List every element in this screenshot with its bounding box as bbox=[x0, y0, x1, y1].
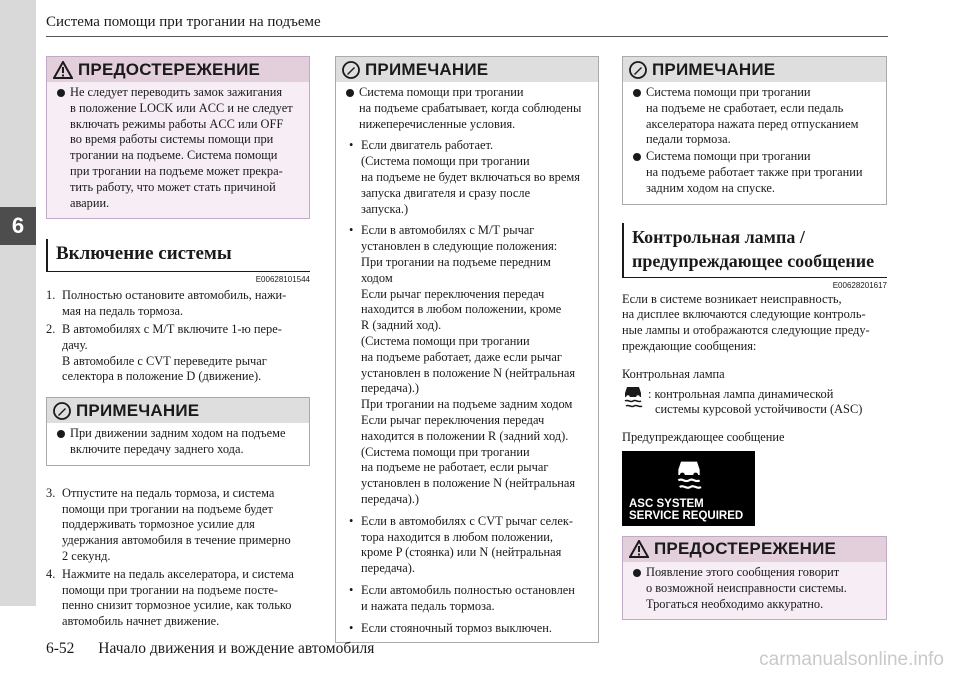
text-line: кроме P (стоянка) или N (нейтральная bbox=[361, 545, 562, 560]
note-bullet bbox=[631, 149, 878, 196]
text-line: преждающие сообщения: bbox=[622, 338, 757, 353]
text-line: во время работы системы помощи при bbox=[70, 132, 274, 147]
note-bullet bbox=[55, 426, 301, 458]
text-line: Если рычаг переключения передач bbox=[361, 412, 545, 427]
section-intro bbox=[622, 292, 887, 355]
step-item bbox=[46, 486, 310, 565]
text-line: Если рычаг переключения передач bbox=[361, 286, 545, 301]
text-line: о возможной неисправности системы. bbox=[646, 580, 847, 595]
text-line: Трогаться необходимо аккуратно. bbox=[646, 596, 824, 611]
text-line: при трогании на подъеме может прекра- bbox=[70, 163, 283, 178]
text-line: помощи при трогании на подъеме посте- bbox=[62, 582, 279, 597]
page-number: 6-52 bbox=[46, 640, 75, 657]
text-line: • Если в автомобилях с М/Т рычаг bbox=[361, 223, 535, 238]
note-box-header bbox=[336, 57, 598, 82]
asc-skid-car-icon bbox=[674, 459, 704, 491]
condition-item bbox=[344, 138, 590, 217]
text-line: на подъеме не работает, если рычаг bbox=[361, 460, 549, 475]
text-line: включать режимы работы ACC или OFF bbox=[70, 116, 284, 131]
warning-box bbox=[46, 56, 310, 219]
text-line: SERVICE REQUIRED bbox=[629, 509, 744, 522]
note-bullet bbox=[631, 85, 878, 148]
text-line: предупреждающее сообщение bbox=[632, 250, 875, 271]
text-line: автомобиль начнет движение. bbox=[62, 614, 220, 629]
text-line: и нажата педаль тормоза. bbox=[361, 598, 495, 613]
text-line: Не следует переводить замок зажигания bbox=[70, 85, 283, 99]
warning-box bbox=[622, 536, 887, 620]
text-line: на подъеме работает также при трогании bbox=[646, 164, 863, 179]
step-item bbox=[46, 288, 310, 320]
warning-box-header bbox=[623, 537, 886, 562]
text-line: • Если стояночный тормоз выключен. bbox=[361, 620, 552, 635]
text-line: тора находится в любом положении, bbox=[361, 529, 553, 544]
text-line: В автомобиле с CVT переведите рычаг bbox=[62, 353, 267, 368]
page-footer bbox=[46, 640, 374, 658]
text-line: (Система помощи при трогании bbox=[361, 333, 530, 348]
lamp-label: Контрольная лампа bbox=[622, 366, 725, 381]
text-line: Система помощи при трогании bbox=[646, 149, 811, 164]
text-line: на подъеме работает, даже если рычаг bbox=[361, 349, 562, 364]
warning-bullet bbox=[631, 565, 878, 612]
note-bullet bbox=[344, 85, 590, 132]
message-label: Предупреждающее сообщение bbox=[622, 430, 785, 445]
text-line: ходом bbox=[361, 270, 393, 285]
text-line: (Система помощи при трогании bbox=[361, 444, 530, 459]
section-code: E00628101544 bbox=[255, 275, 310, 285]
text-line: (Система помощи при трогании bbox=[361, 154, 530, 169]
text-line: 2 секунд. bbox=[62, 548, 111, 563]
chapter-tab: 6 bbox=[0, 207, 36, 245]
header-divider bbox=[46, 36, 888, 37]
step-number: 3. bbox=[46, 485, 56, 500]
asc-skid-car-icon bbox=[622, 385, 644, 409]
text-line: задним ходом на спуске. bbox=[646, 180, 776, 195]
text-line: на подъеме не будет включаться во время bbox=[361, 169, 580, 184]
pen-note-icon bbox=[342, 61, 360, 79]
steps-list-continued bbox=[46, 486, 310, 630]
text-line: Отпустите на педаль тормоза, и система bbox=[62, 485, 275, 500]
note-box-header bbox=[623, 57, 886, 82]
text-line: удержания автомобиля в течение примерно bbox=[62, 533, 291, 548]
note-box bbox=[622, 56, 887, 205]
warning-box-header bbox=[47, 57, 309, 82]
text-line: дачу. bbox=[62, 337, 88, 352]
column-2 bbox=[335, 56, 599, 663]
note-box bbox=[46, 397, 310, 466]
text-line: ASC SYSTEM bbox=[629, 497, 704, 510]
text-line: При трогании на подъеме передним bbox=[361, 254, 551, 269]
note-title: ПРИМЕЧАНИЕ bbox=[365, 59, 489, 79]
text-line: • Если двигатель работает. bbox=[361, 138, 494, 153]
warning-message-display bbox=[622, 451, 755, 526]
text-line: педали тормоза. bbox=[646, 132, 731, 147]
text-line: передача).) bbox=[361, 381, 420, 396]
text-line: на подъеме не сработает, если педаль bbox=[646, 100, 844, 115]
text-line: трогании на подъеме. Система помощи bbox=[70, 148, 278, 163]
step-item bbox=[46, 567, 310, 630]
step-number: 4. bbox=[46, 566, 56, 581]
warning-bullet bbox=[55, 85, 301, 211]
step-number: 1. bbox=[46, 288, 56, 303]
display-message-text bbox=[629, 498, 743, 522]
text-line: Нажмите на педаль акселератора, и система bbox=[62, 566, 294, 581]
warning-title: ПРЕДОСТЕРЕЖЕНИЕ bbox=[654, 539, 837, 559]
text-line: аварии. bbox=[70, 195, 110, 210]
text-line: установлен в положение N (нейтральная bbox=[361, 476, 576, 491]
asc-lamp-row bbox=[622, 387, 887, 419]
text-line: находится в положении R (задний ход). bbox=[361, 428, 569, 443]
text-line: • Если автомобиль полностью остановлен bbox=[361, 582, 575, 597]
text-line: пенно снизит тормозное усилие, как только bbox=[62, 598, 292, 613]
text-line: Система помощи при трогании bbox=[646, 85, 811, 99]
pen-note-icon bbox=[629, 61, 647, 79]
text-line: Если в системе возникает неисправность, bbox=[622, 291, 842, 306]
text-line: установлен в положение N (нейтральная bbox=[361, 365, 576, 380]
note-title: ПРИМЕЧАНИЕ bbox=[652, 59, 776, 79]
text-line: нижеперечисленные условия. bbox=[359, 116, 516, 131]
condition-item bbox=[344, 621, 590, 637]
pen-note-icon bbox=[53, 402, 71, 420]
note-box-conditions bbox=[335, 56, 599, 643]
section-title-warning-lamp bbox=[622, 223, 887, 278]
text-line: ные лампы и отображаются следующие преду- bbox=[622, 323, 870, 338]
text-line: установлен в следующие положения: bbox=[361, 239, 558, 254]
text-line: запуска двигателя и сразу после bbox=[361, 185, 531, 200]
text-line: Контрольная лампа / bbox=[632, 226, 805, 247]
chapter-name: Начало движения и вождение автомобиля bbox=[98, 640, 375, 657]
text-line: мая на педаль тормоза. bbox=[62, 304, 184, 319]
text-line: При трогании на подъеме задним ходом bbox=[361, 397, 573, 412]
text-line: R (задний ход). bbox=[361, 318, 442, 333]
text-line: Появление этого сообщения говорит bbox=[646, 564, 840, 579]
text-line: системы курсовой устойчивости (ASC) bbox=[655, 402, 863, 417]
text-line: в положение LOCK или ACC и не следует bbox=[70, 100, 293, 115]
text-line: При движении задним ходом на подъеме bbox=[70, 426, 286, 441]
note-box-header bbox=[47, 398, 309, 423]
section-title-enable-system: Включение системы bbox=[46, 239, 310, 272]
text-line: запуска.) bbox=[361, 201, 409, 216]
text-line: поддерживать тормозное усилие для bbox=[62, 517, 255, 532]
steps-list bbox=[46, 288, 310, 385]
text-line: включите передачу заднего хода. bbox=[70, 441, 244, 456]
condition-item bbox=[344, 514, 590, 577]
page-sidebar bbox=[0, 0, 36, 606]
condition-item bbox=[344, 223, 590, 507]
text-line: передача). bbox=[361, 561, 415, 576]
text-line: селектора в положение D (движение). bbox=[62, 369, 262, 384]
column-3 bbox=[622, 56, 887, 640]
text-line: помощи при трогании на подъеме будет bbox=[62, 501, 273, 516]
lamp-description bbox=[648, 387, 862, 419]
condition-item bbox=[344, 583, 590, 615]
step-item bbox=[46, 322, 310, 385]
text-line: акселератора нажата перед отпусканием bbox=[646, 116, 859, 131]
text-line: Система помощи при трогании bbox=[359, 85, 524, 99]
note-title: ПРИМЕЧАНИЕ bbox=[76, 400, 200, 420]
warning-title: ПРЕДОСТЕРЕЖЕНИЕ bbox=[78, 59, 261, 79]
text-line: В автомобилях с М/Т включите 1-ю пере- bbox=[62, 321, 282, 336]
text-line: • Если в автомобилях с CVT рычаг селек- bbox=[361, 513, 573, 528]
section-code: E00628201617 bbox=[832, 280, 887, 290]
text-line: на подъеме срабатывает, когда соблюдены bbox=[359, 100, 582, 115]
page-header-title: Система помощи при трогании на подъеме bbox=[46, 14, 321, 30]
text-line: тить работу, что может стать причиной bbox=[70, 179, 276, 194]
text-line: : контрольная лампа динамической bbox=[648, 386, 834, 401]
warning-triangle-icon bbox=[629, 540, 649, 558]
text-line: находится в любом положении, кроме bbox=[361, 302, 562, 317]
column-1 bbox=[46, 56, 310, 630]
text-line: передача).) bbox=[361, 491, 420, 506]
text-line: Полностью остановите автомобиль, нажи- bbox=[62, 288, 287, 303]
step-number: 2. bbox=[46, 321, 56, 336]
text-line: на дисплее включаются следующие контроль- bbox=[622, 307, 866, 322]
watermark: carmanualsonline.info bbox=[759, 649, 944, 670]
warning-triangle-icon bbox=[53, 61, 73, 79]
